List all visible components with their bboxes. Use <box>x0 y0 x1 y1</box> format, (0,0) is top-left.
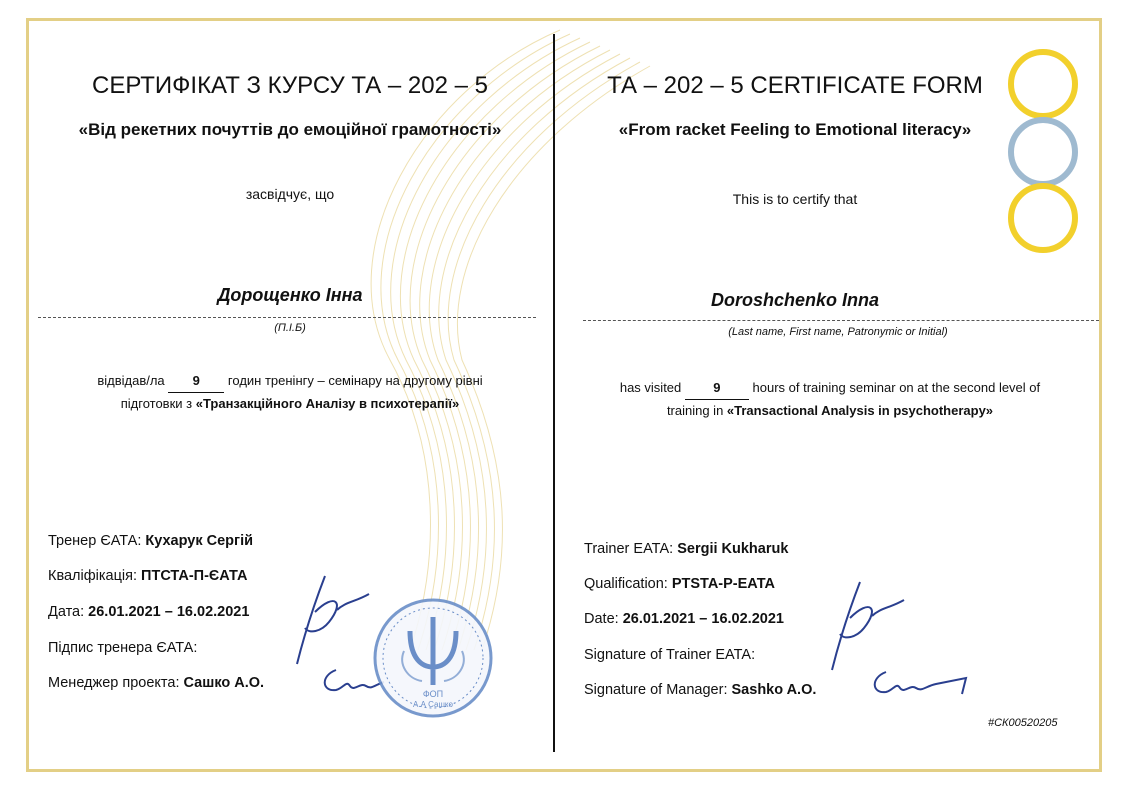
en-visited-paragraph <box>580 377 1080 422</box>
en-name-line <box>583 320 1099 321</box>
en-visited-suffix: hours of training seminar on at the second level of <box>752 380 1041 395</box>
en-qualification-label: Qualification: <box>584 576 672 592</box>
ua-recipient-name: Дорощенко Інна <box>217 285 363 305</box>
en-manager-value: Sashko A.O. <box>731 682 817 698</box>
ua-date-row <box>48 604 249 620</box>
ua-hours-value: 9 <box>168 370 224 393</box>
en-visited-prefix: has visited <box>619 380 682 395</box>
en-manager-signature-icon <box>866 664 976 704</box>
en-date-value: 26.01.2021 – 16.02.2021 <box>622 611 784 627</box>
ua-manager-row <box>48 675 264 691</box>
en-trainer-signature-icon <box>820 578 910 678</box>
ua-trainer-row <box>48 533 253 549</box>
ua-trainer-value: Кухарук Сергій <box>145 533 254 549</box>
psi-stamp-icon <box>370 595 496 721</box>
ua-title: СЕРТИФІКАТ З КУРСУ ТА – 202 – 5 <box>91 72 488 99</box>
ua-visited-paragraph <box>40 370 540 415</box>
ua-manager-value: Сашко А.О. <box>183 675 265 691</box>
ua-date-value: 26.01.2021 – 16.02.2021 <box>88 604 250 620</box>
en-qualification-value: PTSTA-P-EATA <box>671 576 775 592</box>
ua-qualification-row <box>48 568 247 584</box>
ua-visited-suffix: годин тренінгу – семінару на другому рівні <box>227 373 483 388</box>
trainer-signature-icon <box>285 572 375 672</box>
ua-training-topic: «Транзакційного Аналізу в психотерапії» <box>195 396 460 411</box>
en-trainer-value: Sergii Kukharuk <box>677 541 789 557</box>
ua-signature-label: Підпис тренера ЄАТА: <box>48 640 198 656</box>
stamp-line2: А.А Сашко <box>413 700 453 709</box>
serial-number: #СК00520205 <box>988 717 1058 729</box>
en-signature-label: Signature of Trainer EATA: <box>584 647 756 663</box>
en-trainer-row <box>584 541 788 557</box>
ua-name-hint: (П.І.Б) <box>274 322 306 334</box>
ua-trainer-label: Тренер ЄАТА: <box>48 533 146 549</box>
ua-date-label: Дата: <box>48 604 89 620</box>
en-recipient-name: Doroshchenko Inna <box>710 290 880 310</box>
en-date-row <box>584 611 784 627</box>
center-divider <box>553 34 555 752</box>
ua-manager-label: Менеджер проекта: <box>48 675 184 691</box>
en-training-prefix: training in <box>666 403 727 418</box>
ua-qualification-value: ПТСТА-П-ЄАТА <box>141 568 248 584</box>
en-manager-row <box>584 682 816 698</box>
ua-name-line <box>38 317 536 318</box>
ua-qualification-label: Кваліфікація: <box>48 568 142 584</box>
en-date-label: Date: <box>584 611 623 627</box>
en-course-name: «From racket Feeling to Emotional literacy» <box>618 120 972 139</box>
en-training-topic: «Transactional Analysis in psychotherapy» <box>726 403 994 418</box>
en-name-hint: (Last name, First name, Patronymic or Initial) <box>728 326 948 338</box>
en-certifies-text: This is to certify that <box>732 191 858 207</box>
en-manager-label: Signature of Manager: <box>584 682 732 698</box>
ua-course-name: «Від рекетних почуттів до емоційної грамотності» <box>78 120 502 139</box>
en-title: ТА – 202 – 5 CERTIFICATE FORM <box>607 72 983 99</box>
stamp-line1: ФОП <box>422 689 444 699</box>
en-qualification-row <box>584 576 775 592</box>
ua-certifies-text: засвідчує, що <box>245 186 335 202</box>
en-trainer-label: Trainer EATA: <box>584 541 678 557</box>
ua-visited-prefix: відвідав/ла <box>97 373 165 388</box>
en-hours-value: 9 <box>685 377 749 400</box>
ua-training-prefix: підготовки з <box>120 396 196 411</box>
